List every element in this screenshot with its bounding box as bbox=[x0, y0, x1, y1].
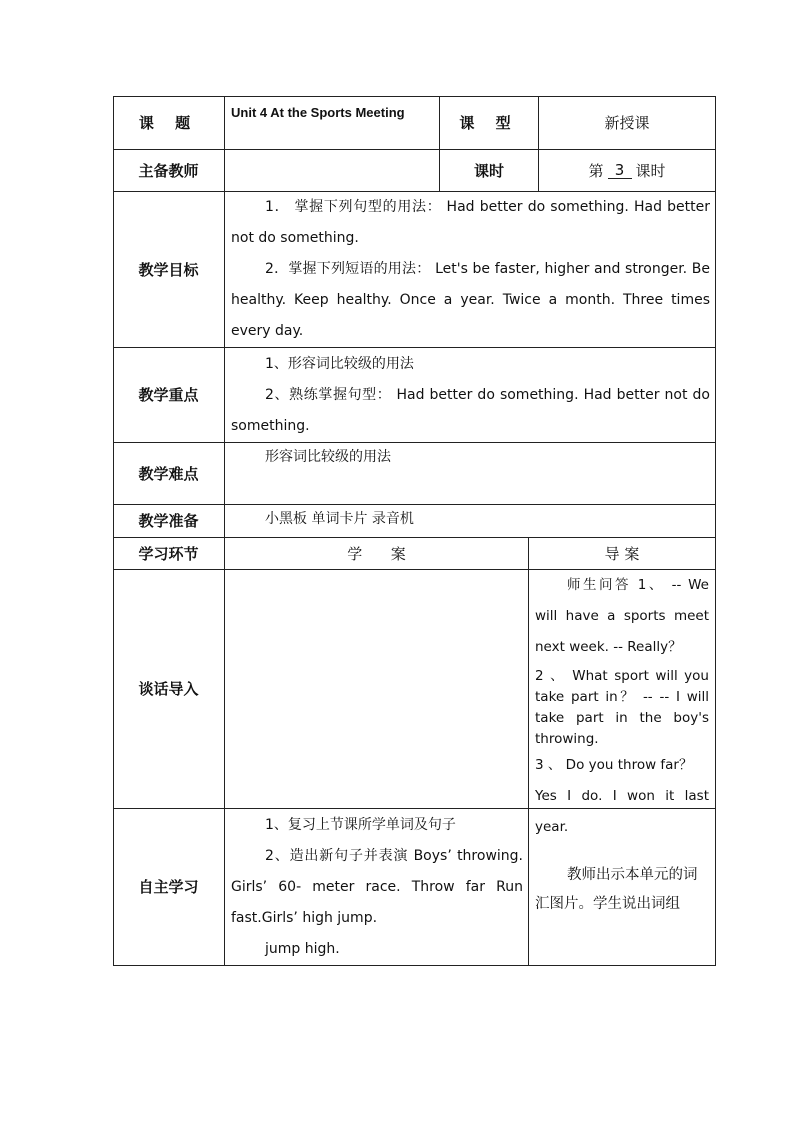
guide-qa-1: 师生问答 1、 -- We will have a sports meet next week. -- Really？ bbox=[535, 577, 709, 655]
difficulty-text: 形容词比较级的用法 bbox=[265, 449, 391, 465]
talk-intro-study bbox=[225, 569, 528, 808]
difficulties-label: 教学难点 bbox=[138, 464, 199, 483]
topic-label: 课 题 bbox=[138, 114, 199, 132]
type-value: 新授课 bbox=[604, 114, 650, 132]
objectives-label: 教学目标 bbox=[138, 260, 199, 279]
guide-qa-3: 3 、 Do you throw far？ bbox=[535, 757, 693, 773]
topic-value: Unit 4 At the Sports Meeting bbox=[231, 105, 405, 120]
self-study-guide bbox=[535, 861, 709, 919]
guide-plan-header: 导 案 bbox=[604, 544, 640, 563]
self-study-item-2: 2、造出新句子并表演 Boys’ throwing. Girls’ 60- meter race. Throw far Run fast.Girls’ high jump. bbox=[231, 848, 523, 926]
stage-header: 学习环节 bbox=[138, 544, 199, 563]
objective-item-2: 2．掌握下列短语的用法： Let's be faster, higher and stronger. Be healthy. Keep healthy. Once a year. Twice a month. Three times every day. bbox=[231, 261, 710, 339]
period-number: 3 bbox=[608, 162, 632, 179]
objectives-content bbox=[231, 192, 710, 347]
study-plan-header: 学 案 bbox=[347, 544, 406, 563]
teacher-label: 主备教师 bbox=[138, 161, 199, 180]
lesson-plan-table bbox=[113, 96, 716, 966]
talk-intro-label: 谈话导入 bbox=[138, 680, 199, 698]
key-point-1: 1、形容词比较级的用法 bbox=[265, 356, 414, 372]
guide-qa-4: Yes I do. I won it last year. bbox=[535, 788, 709, 835]
period-label: 课时 bbox=[473, 161, 504, 180]
key-points-content bbox=[231, 349, 710, 442]
self-study-label: 自主学习 bbox=[138, 878, 199, 896]
preparation-label: 教学准备 bbox=[138, 512, 199, 530]
period-value bbox=[539, 149, 715, 191]
self-study-guide-text: 教师出示本单元的词汇图片。学生说出词组 bbox=[535, 867, 698, 912]
self-study-item-3: jump high. bbox=[265, 941, 340, 957]
preparation-text: 小黑板 单词卡片 录音机 bbox=[265, 511, 414, 527]
period-suffix: 课时 bbox=[635, 161, 666, 180]
preparation-content bbox=[231, 504, 710, 537]
period-prefix: 第 bbox=[588, 161, 604, 180]
talk-intro-guide bbox=[535, 570, 709, 843]
type-label: 课 型 bbox=[459, 114, 519, 132]
guide-qa-2: 2 、 What sport will you take part in？ -- -- I will take part in the boy's throwing. bbox=[535, 668, 709, 747]
self-study-item-1: 1、复习上节课所学单词及句子 bbox=[265, 817, 456, 833]
teacher-value bbox=[225, 149, 439, 191]
difficulties-content bbox=[231, 442, 710, 473]
key-points-label: 教学重点 bbox=[138, 386, 199, 404]
objective-item-1: 1． 掌握下列句型的用法： Had better do something. Had better not do something. bbox=[231, 199, 710, 246]
key-point-2: 2、熟练掌握句型： Had better do something. Had better not do something. bbox=[231, 387, 710, 434]
self-study-content bbox=[231, 810, 523, 965]
